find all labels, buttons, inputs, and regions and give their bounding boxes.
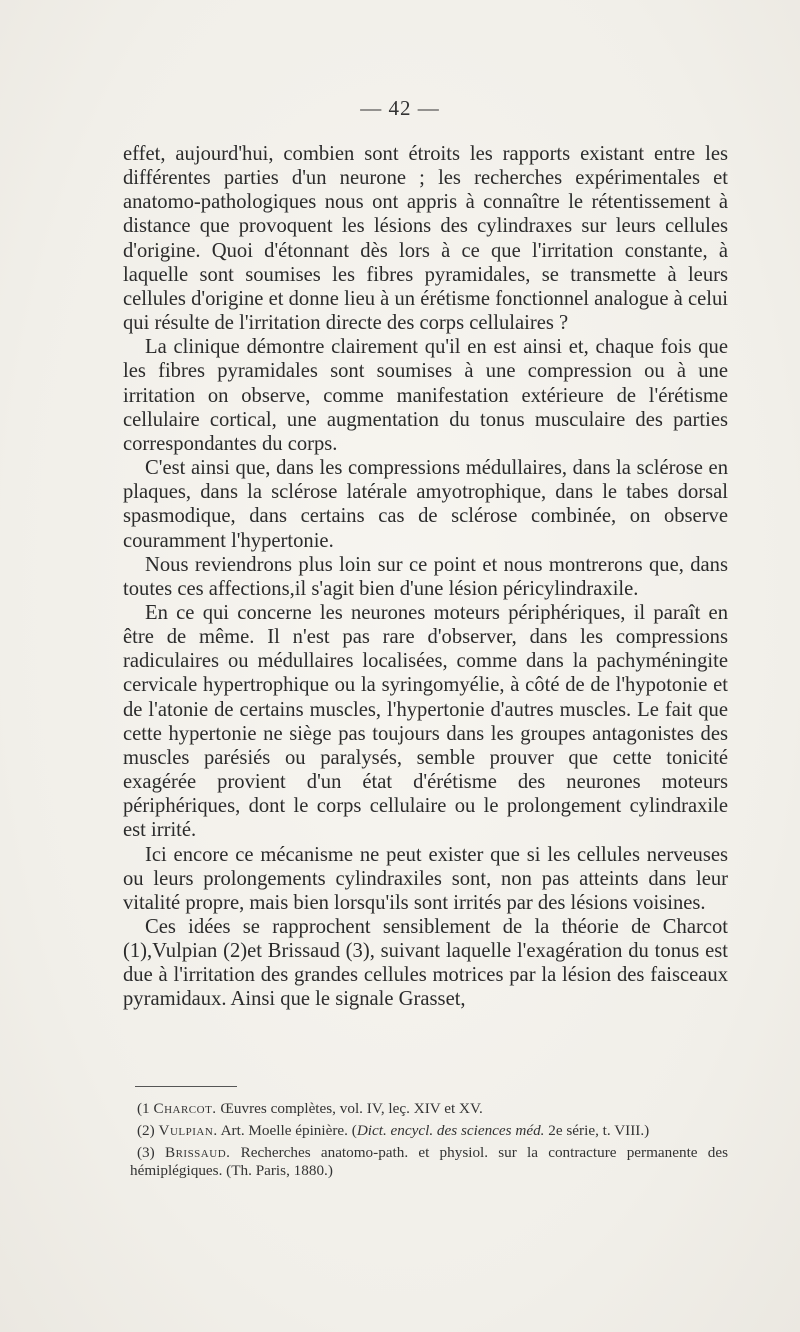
paragraph: La clinique démontre clairement qu'il en est ainsi et, chaque fois que les fibres pyramidales sont soumises à une compression ou à une irritation on observe, comme manifestation extérieure de l'érétisme cellulaire cortical, une augmentation du tonus musculaire des parties correspondantes du corps. bbox=[123, 336, 728, 455]
paragraph: C'est ainsi que, dans les compressions médullaires, dans la sclérose en plaques, dans la sclérose latérale amyotrophique, dans le tabes dorsal spasmodique, dans certains cas de sclérose combinée, on observe couramment l'hypertonie. bbox=[123, 457, 728, 552]
footnote-marker: (1 bbox=[137, 1100, 150, 1117]
paragraph: En ce qui concerne les neurones moteurs périphériques, il paraît en être de même. Il n'est pas rare d'observer, dans les compressions radiculaires ou médullaires localisées, comme dans la pachyméningite cervicale hypertrophique ou la syringomyélie, à côté de de l'hypotonie et de l'atonie de certains muscles, l'hypertonie d'autres muscles. Le fait que cette hypertonie ne siège pas toujours dans les groupes antagonistes des muscles parésiés ou paralysés, semble prouver que cette tonicité exagérée provient d'un état d'érétisme des neurones moteurs périphériques, dont le corps cellulaire ou le prolongement cylindraxile est irrité. bbox=[123, 601, 728, 842]
footnote-marker: (2) bbox=[137, 1122, 155, 1139]
footnote-3 bbox=[130, 1144, 728, 1180]
footnote-text: 2e série, t. VIII.) bbox=[544, 1122, 650, 1139]
paragraph: Ces idées se rapprochent sensiblement de la théorie de Charcot (1),Vulpian (2)et Brissaud (3), suivant laquelle l'exagération du tonus est due à l'irritation des grandes cellules motrices par la lésion des faisceaux pyramidaux. Ainsi que le signale Grasset, bbox=[123, 916, 728, 1011]
body-text bbox=[123, 142, 728, 1012]
page-number: — 42 — bbox=[360, 96, 440, 120]
footnote-text: Œuvres complètes, vol. IV, leç. XIV et XV. bbox=[220, 1100, 483, 1117]
footnote-marker: (3) bbox=[137, 1144, 155, 1161]
paragraph: Ici encore ce mécanisme ne peut exister que si les cellules nerveuses ou leurs prolongements cylindraxiles sont, non pas atteints dans leur vitalité propre, mais bien lorsqu'ils sont irrités par des lésions voisines. bbox=[123, 843, 728, 914]
paragraph: effet, aujourd'hui, combien sont étroits les rapports existant entre les différentes parties d'un neurone ; les recherches expérimentales et anatomo-pathologiques nous ont appris à connaître le rétentissement à distance que provoquent les lésions des cylindraxes sur leurs cellules d'origine. Quoi d'étonnant dès lors à ce que l'irritation constante, à laquelle sont soumises les fibres pyramidales, se transmette à leurs cellules d'origine et donne lieu à un érétisme fonctionnel analogue à celui qui résulte de l'irritation directe des corps cellulaires ? bbox=[123, 143, 728, 335]
footnote-text: Recherches anatomo-path. et physiol. sur la contracture permanente des hémiplégiques. (Th. Paris, 1880.) bbox=[130, 1144, 729, 1179]
footnote-author: Brissaud. bbox=[164, 1144, 231, 1161]
footnote-author: Vulpian. bbox=[158, 1122, 218, 1139]
footnote-author: Charcot. bbox=[153, 1100, 217, 1117]
footnote-2 bbox=[130, 1122, 728, 1140]
paragraph: Nous reviendrons plus loin sur ce point et nous montrerons que, dans toutes ces affections,il s'agit bien d'une lésion péricylindraxile. bbox=[123, 553, 728, 600]
footnote-italic-title: Dict. encycl. des sciences méd. bbox=[356, 1122, 545, 1139]
footnote-1 bbox=[130, 1100, 728, 1118]
footnotes bbox=[130, 1100, 728, 1184]
footnote-divider bbox=[135, 1086, 237, 1087]
footnote-text: Art. Moelle épinière. ( bbox=[220, 1122, 357, 1139]
